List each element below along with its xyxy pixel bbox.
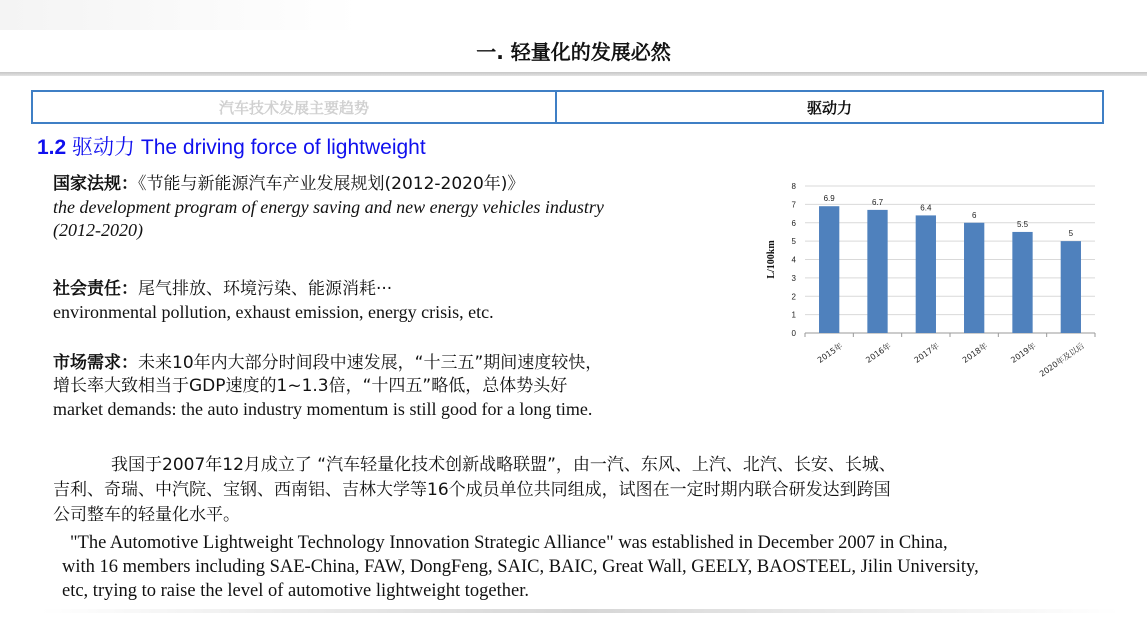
y-tick-label: 2 <box>791 292 796 302</box>
social-en: environmental pollution, exhaust emission, energy crisis, etc. <box>53 302 494 322</box>
social-text: 尾气排放、环境污染、能源消耗··· <box>138 279 393 299</box>
y-tick-label: 4 <box>791 255 796 265</box>
bar <box>1012 232 1032 333</box>
tab-tech-trends[interactable]: 汽车技术发展主要趋势 <box>33 92 557 122</box>
y-tick-label: 7 <box>791 200 796 210</box>
bottom-divider <box>40 609 1120 613</box>
y-tick-label: 5 <box>791 237 796 247</box>
policy-text: 《节能与新能源汽车产业发展规划(2012-2020年)》 <box>138 174 525 194</box>
market-label: 市场需求： <box>53 353 138 373</box>
bar <box>964 223 984 333</box>
title-divider <box>0 72 1147 76</box>
market-en: market demands: the auto industry momentum is still good for a long time. <box>53 399 593 419</box>
alliance-en-paragraph <box>62 531 1142 603</box>
policy-block <box>53 173 604 242</box>
alliance-cn-line3: 公司整车的轻量化水平。 <box>53 505 240 525</box>
bar <box>819 206 839 333</box>
social-label: 社会责任： <box>53 279 138 299</box>
alliance-en-line3: etc, trying to raise the level of automotive lightweight together. <box>62 581 529 601</box>
fuel-consumption-chart <box>760 178 1110 398</box>
policy-en-line2: (2012-2020) <box>53 220 143 240</box>
x-tick-label: 2015年 <box>815 341 845 365</box>
alliance-en-line1: "The Automotive Lightweight Technology Innovation Strategic Alliance" was established in December 2007 in China, <box>70 533 948 553</box>
section-number: 1.2 <box>37 136 67 159</box>
tab-bar <box>31 90 1104 124</box>
y-tick-label: 3 <box>791 273 796 283</box>
section-title: 驱动力 The driving force of lightweight <box>72 136 426 159</box>
data-label: 6 <box>971 210 977 220</box>
data-label: 5 <box>1068 229 1074 239</box>
tab-driving-force[interactable]: 驱动力 <box>806 98 852 117</box>
market-text-1: 未来10年内大部分时间段中速发展，“十三五”期间速度较快， <box>138 353 603 373</box>
social-block <box>53 278 494 324</box>
bar <box>916 215 936 333</box>
y-axis-label: L/100km <box>766 240 777 279</box>
bar <box>867 210 887 333</box>
market-text-2: 增长率大致相当于GDP速度的1~1.3倍，“十四五”略低，总体势头好 <box>53 376 568 396</box>
data-label: 5.5 <box>1016 219 1029 229</box>
section-heading <box>37 131 426 161</box>
y-tick-label: 1 <box>791 310 796 320</box>
y-tick-label: 6 <box>791 218 796 228</box>
policy-label: 国家法规： <box>53 174 138 194</box>
bar <box>1061 241 1081 333</box>
page-title: 一. 轻量化的发展必然 <box>476 40 671 64</box>
alliance-en-line2: with 16 members including SAE-China, FAW, DongFeng, SAIC, BAIC, Great Wall, GEELY, BAOSTEEL, Jilin University, <box>62 557 979 577</box>
x-tick-label: 2020年及以后 <box>1037 341 1086 379</box>
alliance-cn-line1: 我国于2007年12月成立了 “汽车轻量化技术创新战略联盟”，由一汽、东风、上汽、北汽、长安、长城、 <box>111 455 896 475</box>
x-tick-label: 2019年 <box>1009 341 1038 365</box>
x-tick-label: 2018年 <box>960 341 990 365</box>
x-tick-label: 2017年 <box>912 341 941 365</box>
data-label: 6.9 <box>823 194 835 204</box>
x-tick-label: 2016年 <box>864 341 893 365</box>
market-block <box>53 352 602 421</box>
y-tick-label: 0 <box>791 329 796 338</box>
policy-en-line1: the development program of energy saving and new energy vehicles industry <box>53 197 604 217</box>
top-decoration <box>0 0 360 30</box>
y-tick-label: 8 <box>791 182 796 191</box>
data-label: 6.7 <box>871 197 884 207</box>
alliance-cn-line2: 吉利、奇瑞、中汽院、宝钢、西南铝、吉林大学等16个成员单位共同组成，试图在一定时期内联合研发达到跨国 <box>53 480 891 500</box>
data-label: 6.4 <box>920 203 932 213</box>
alliance-cn-paragraph <box>53 453 1123 528</box>
